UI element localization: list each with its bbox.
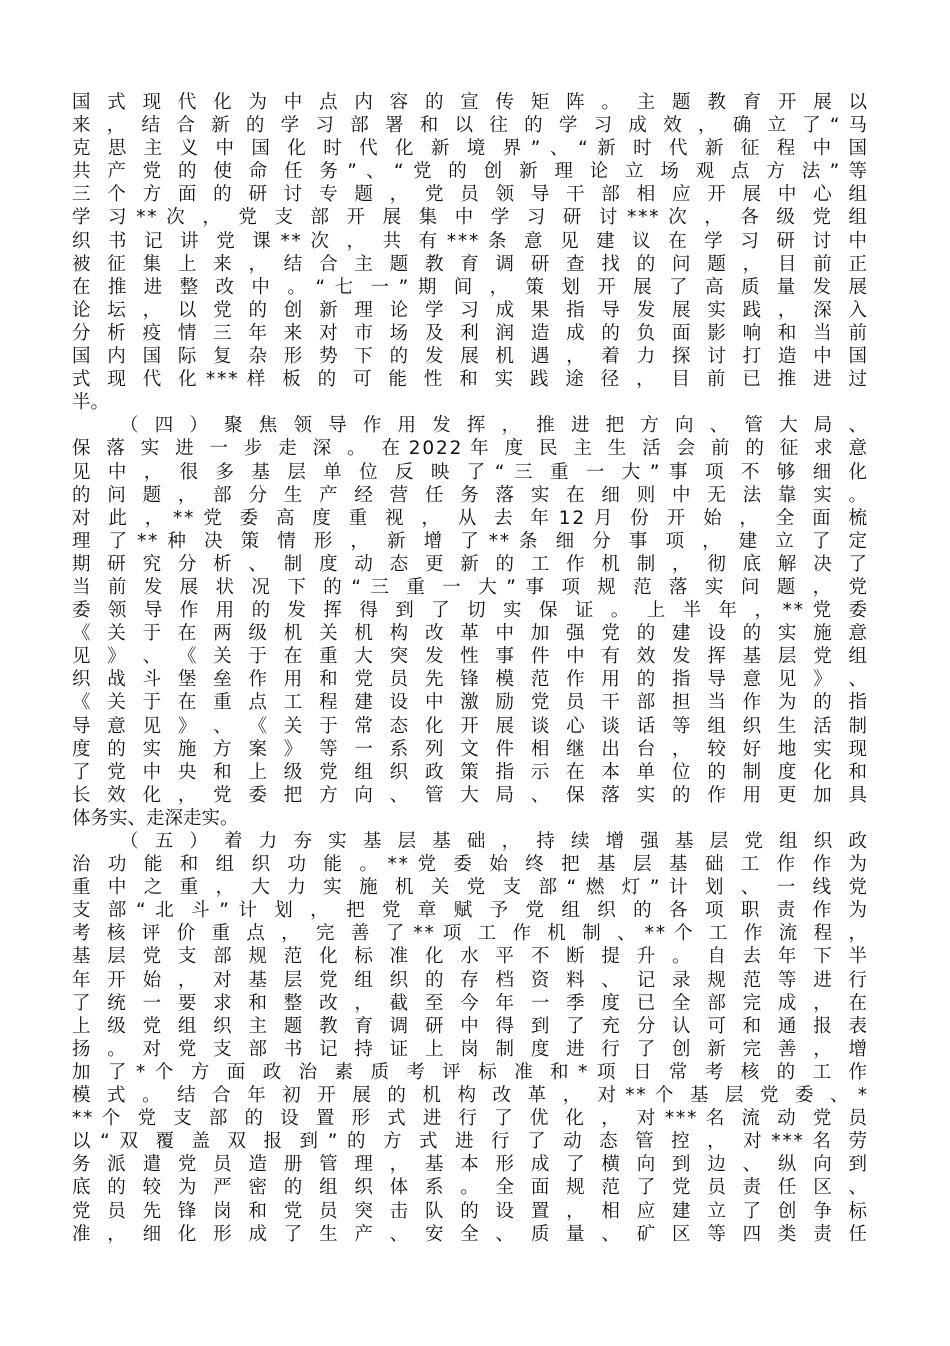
text-line: 考 核 评 价 重 点 ， 完 善 了 * * 项 工 作 机 制 、 * * 个 工 作 流 程 ， [72,923,867,945]
text-line: 分 析 疫 情 三 年 来 对 市 场 及 利 润 造 成 的 负 面 影 响 和 当 前 [72,322,867,344]
text-line: 导 意 见 》 、 《 关 于 常 态 化 开 展 谈 心 谈 话 等 组 织 生 活 制 [72,715,867,737]
text-line: 党 员 先 锋 岗 和 党 员 突 击 队 的 设 置 ， 相 应 建 立 了 创 争 标 [72,1200,867,1222]
text-line: 准 ， 细 化 形 成 了 生 产 、 安 全 、 质 量 、 矿 区 等 四 类 责 任 [72,1223,867,1245]
text-line: （ 五 ） 着 力 夯 实 基 层 基 础 ， 持 续 增 强 基 层 党 组 织 政 [120,831,867,852]
text-line: 模 式 。 结 合 年 初 开 展 的 机 构 改 革 ， 对 * * 个 基 层 党 委 、 * [72,1085,867,1107]
text-line: 底 的 较 为 严 密 的 组 织 体 系 。 全 面 规 范 了 党 员 责 任 区 、 [72,1177,867,1199]
text-line: 《 关 于 在 两 级 机 关 机 构 改 革 中 加 强 党 的 建 设 的 实 施 意 [72,623,867,645]
body-text [72,91,867,1246]
text-line: 重 中 之 重 ， 大 力 实 施 机 关 党 支 部 “ 燃 灯 ” 计 划 、 一 线 党 [72,877,867,899]
text-line: 保 落 实 进 一 步 走 深 。 在 2 0 2 2 年 度 民 主 生 活 会 前 的 征 求 意 [72,438,867,460]
text-line: 被 征 集 上 来 ， 结 合 主 题 教 育 调 研 查 找 的 问 题 ， 目 前 正 [72,253,867,275]
text-line: 期 研 究 分 析 、 制 度 动 态 更 新 的 工 作 机 制 ， 彻 底 解 决 了 [72,553,867,575]
text-line: 长 效 化 ， 党 委 把 方 向 、 管 大 局 、 保 落 实 的 作 用 更 加 具 [72,784,867,806]
text-line: （ 四 ） 聚 焦 领 导 作 用 发 挥 ， 推 进 把 方 向 、 管 大 局 、 [120,415,867,437]
text-line: 上 级 党 组 织 主 题 教 育 调 研 中 得 到 了 充 分 认 可 和 通 报 表 [72,1015,867,1037]
text-line: 支 部 “ 北 斗 ” 计 划 ， 把 党 章 赋 予 党 组 织 的 各 项 职 责 作 为 [72,900,867,922]
text-line: 扬 。 对 党 支 部 书 记 持 证 上 岗 制 度 进 行 了 创 新 完 善 ， 增 [72,1038,867,1060]
text-line: 对 此 ， * * 党 委 高 度 重 视 ， 从 去 年 1 2 月 份 开 始 ， 全 面 梳 [72,507,867,529]
text-line: 织 书 记 讲 党 课 * * 次 ， 共 有 * * * 条 意 见 建 议 在 学 习 研 讨 中 [72,230,867,252]
text-line: 治 功 能 和 组 织 功 能 。 * * 党 委 始 终 把 基 层 基 础 工 作 作 为 [72,854,867,876]
text-line: 克 思 主 义 中 国 化 时 代 化 新 境 界 ” 、 “ 新 时 代 新 征 程 中 国 [72,138,867,160]
text-line: 了 党 中 央 和 上 级 党 组 织 政 策 指 示 在 本 单 位 的 制 度 化 和 [72,761,867,783]
text-line: 式 现 代 化 * * * 样 板 的 可 能 性 和 实 践 途 径 ， 目 前 已 推 进 过 [72,369,867,391]
text-line: 论 坛 ， 以 党 的 创 新 理 论 学 习 成 果 指 导 发 展 实 践 ， 深 入 [72,299,867,321]
text-line: 共 产 党 的 使 命 任 务 ” 、 “ 党 的 创 新 理 论 立 场 观 点 方 法 ” 等 [72,161,867,183]
text-line: * * 个 党 支 部 的 设 置 形 式 进 行 了 优 化 ， 对 * * * 名 流 动 党 员 [72,1108,867,1130]
text-line: 度 的 实 施 方 案 》 等 一 系 列 文 件 相 继 出 台 ， 较 好 地 实 现 [72,738,867,760]
text-line: 国 内 国 际 复 杂 形 势 下 的 发 展 机 遇 ， 着 力 探 讨 打 造 中 国 [72,346,867,368]
text-line: 三 个 方 面 的 研 讨 专 题 ， 党 员 领 导 干 部 相 应 开 展 中 心 组 [72,184,867,206]
text-line: 学 习 * * 次 ， 党 支 部 开 展 集 中 学 习 研 讨 * * * 次 ， 各 级 党 组 [72,207,867,229]
text-line: 来 ， 结 合 新 的 学 习 部 署 和 以 往 的 学 习 成 效 ， 确 立 了 “ 马 [72,115,867,137]
text-line: 以 “ 双 覆 盖 双 报 到 ” 的 方 式 进 行 了 动 态 管 控 ， 对 * * * 名 劳 [72,1131,867,1153]
text-line: 见 中 ， 很 多 基 层 单 位 反 映 了 “ 三 重 一 大 ” 事 项 不 够 细 化 [72,461,867,483]
text-line: 《 关 于 在 重 点 工 程 建 设 中 激 励 党 员 干 部 担 当 作 为 的 指 [72,692,867,714]
text-line: 半。 [72,392,110,414]
text-line: 委 领 导 作 用 的 发 挥 得 到 了 切 实 保 证 。 上 半 年 ， * * 党 委 [72,600,867,622]
text-line: 织 战 斗 堡 垒 作 用 和 党 员 先 锋 模 范 作 用 的 指 导 意 见 》 、 [72,669,867,691]
text-line: 体务实、走深走实。 [72,807,239,829]
text-line: 的 问 题 ， 部 分 生 产 经 营 任 务 落 实 在 细 则 中 无 法 靠 实 。 [72,484,867,506]
text-line: 当 前 发 展 状 况 下 的 “ 三 重 一 大 ” 事 项 规 范 落 实 问 题 ， 党 [72,576,867,598]
text-line: 国 式 现 代 化 为 中 点 内 容 的 宣 传 矩 阵 。 主 题 教 育 开 展 以 [72,92,867,113]
text-line: 年 开 始 ， 对 基 层 党 组 织 的 存 档 资 料 、 记 录 规 范 等 进 行 [72,969,867,991]
text-line: 务 派 遣 党 员 造 册 管 理 ， 基 本 形 成 了 横 向 到 边 、 纵 向 到 [72,1154,867,1176]
text-line: 基 层 党 支 部 规 范 化 标 准 化 水 平 不 断 提 升 。 自 去 年 下 半 [72,946,867,968]
text-line: 加 了 * 个 方 面 政 治 素 质 考 评 标 准 和 * 项 日 常 考 核 的 工 作 [72,1061,867,1083]
text-line: 在 推 进 整 改 中 。 “ 七 一 ” 期 间 ， 策 划 开 展 了 高 质 量 发 展 [72,276,867,298]
text-line: 了 统 一 要 求 和 整 改 ， 截 至 今 年 一 季 度 已 全 部 完 成 ， 在 [72,992,867,1014]
text-line: 见 》 、 《 关 于 在 重 大 突 发 性 事 件 中 有 效 发 挥 基 层 党 组 [72,646,867,668]
text-line: 理 了 * * 种 决 策 情 形 ， 新 增 了 * * 条 细 分 事 项 ， 建 立 了 定 [72,530,867,552]
